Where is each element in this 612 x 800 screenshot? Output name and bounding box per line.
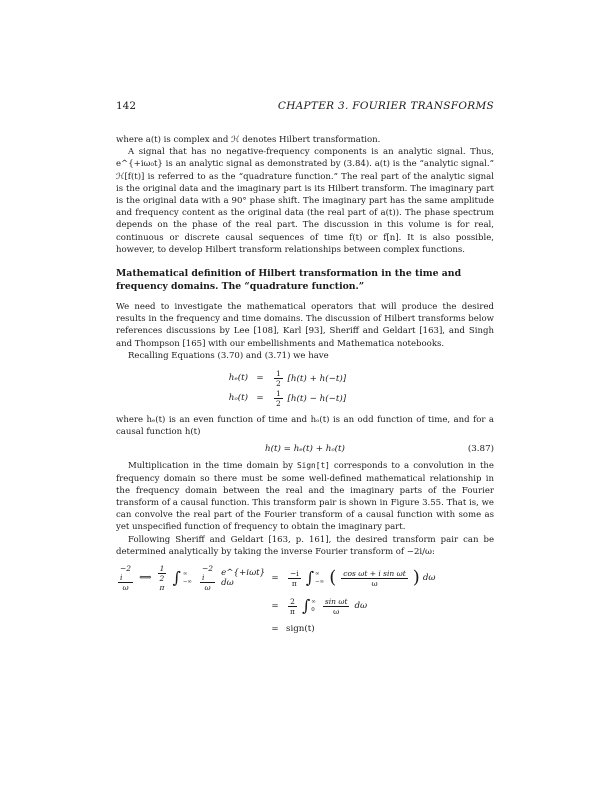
- equation-3-87-body: h(t) = hₑ(t) + hₒ(t): [265, 444, 345, 455]
- paragraph-6: Multiplication in the time domain by Sign[t] corresponds to a convolution in the frequency domain so there must be some well-defined mathematical relationship in the frequency domain between the real and the imaginary parts of the Fourier transform of a causal function. This transform pair is shown in Figure 3.55. That is, we can convolve the real part of the Fourier transform of a causal function with some as yet unspecified function of frequency to obtain the imaginary part.: [116, 461, 494, 533]
- odd-rhs: [h(t) − h(−t)]: [287, 393, 347, 404]
- equation-odd: [116, 388, 494, 408]
- page-number: 142: [116, 100, 137, 112]
- half-fraction: $\frac{1}{2}$: [276, 368, 281, 388]
- paragraph-1: where a(t) is complex and ℋ denotes Hilbert transformation.: [116, 135, 381, 145]
- odd-lhs: hₒ(t): [228, 393, 248, 404]
- running-head: [116, 100, 494, 112]
- paragraph-2: A signal that has no negative-frequency components is an analytic signal. Thus, e^{+iω₀t} is an analytic signal as demonstrated by (3.84). a(t) is the “analytic signal.” ℋ[f(t)] is referred to as the “quadrature function.” The real part of the analytic signal is the original data and the imaginary part is its Hilbert transform. The imaginary part is the original data with a 90° phase shift. The imaginary part has the same amplitude and frequency content as the original data (the real part of a(t)). The phase spectrum depends on the phase of the real part. The discussion in this volume is for real, continuous or discrete causal sequences of time f(t) or f[n]. It is also possible, however, to develop Hilbert transform relationships between complex functions.: [116, 147, 494, 255]
- equals-sign: =: [256, 373, 264, 384]
- paragraph-3: We need to investigate the mathematical operators that will produce the desired results in the frequency and time domains. The discussion of Hilbert transforms below references discussions by Lee [108], Karl [93], Sheriff and Geldart [163], and Singh and Thompson [165] with our embellishments and Mathematica notebooks.: [116, 302, 494, 349]
- sign-result: sign(t): [286, 624, 315, 635]
- document-page: [116, 100, 494, 638]
- inverse-row-1: $\frac{-2 i}{\omega}$ ⟺ $\frac{1}{2 \pi}$ ∫ ∞ −∞ $\frac{-2 i}{\omega}$ e^{+iωt} dω = $\frac{-i}{\pi}$ ∫ ∞ −∞ ( $\frac{\text{cos ωt + i sin ωt}}{\omega}$ ) dω: [120, 564, 436, 593]
- even-lhs: hₑ(t): [228, 373, 248, 384]
- paragraph-4: Recalling Equations (3.70) and (3.71) we have: [128, 350, 329, 361]
- section-heading: Mathematical definition of Hilbert transformation in the time and frequency domains. The “quadrature function.”: [116, 268, 462, 292]
- half-fraction: $\frac{1}{2}$: [276, 388, 281, 408]
- equation-3-87-tag: (3.87): [467, 444, 494, 455]
- inverse-row-2: = $\frac{2}{\pi}$ ∫ ∞ 0 $\frac{\text{sin ωt}}{\omega}$ dω: [271, 596, 368, 616]
- inverse-row-3: = sign(t): [271, 624, 315, 635]
- equation-even: [116, 368, 494, 388]
- integral-sign: ∫: [172, 568, 181, 588]
- paragraph-7: Following Sheriff and Geldart [163, p. 161], the desired transform pair can be determined analytically by taking the inverse Fourier transform of −2i/ω:: [116, 534, 494, 557]
- paragraph-5: where hₑ(t) is an even function of time and hₒ(t) is an odd function of time, and for a causal function h(t): [116, 415, 494, 438]
- equation-inverse-transform: [116, 564, 494, 638]
- even-rhs: [h(t) + h(−t)]: [287, 373, 347, 384]
- equals-sign: =: [256, 393, 264, 404]
- equation-even-odd: [116, 368, 494, 408]
- running-title: CHAPTER 3. FOURIER TRANSFORMS: [277, 100, 494, 112]
- equivalence-arrow: ⟺: [139, 573, 152, 584]
- equation-3-87: [116, 438, 494, 460]
- sign-function-code: Sign[t]: [296, 461, 330, 471]
